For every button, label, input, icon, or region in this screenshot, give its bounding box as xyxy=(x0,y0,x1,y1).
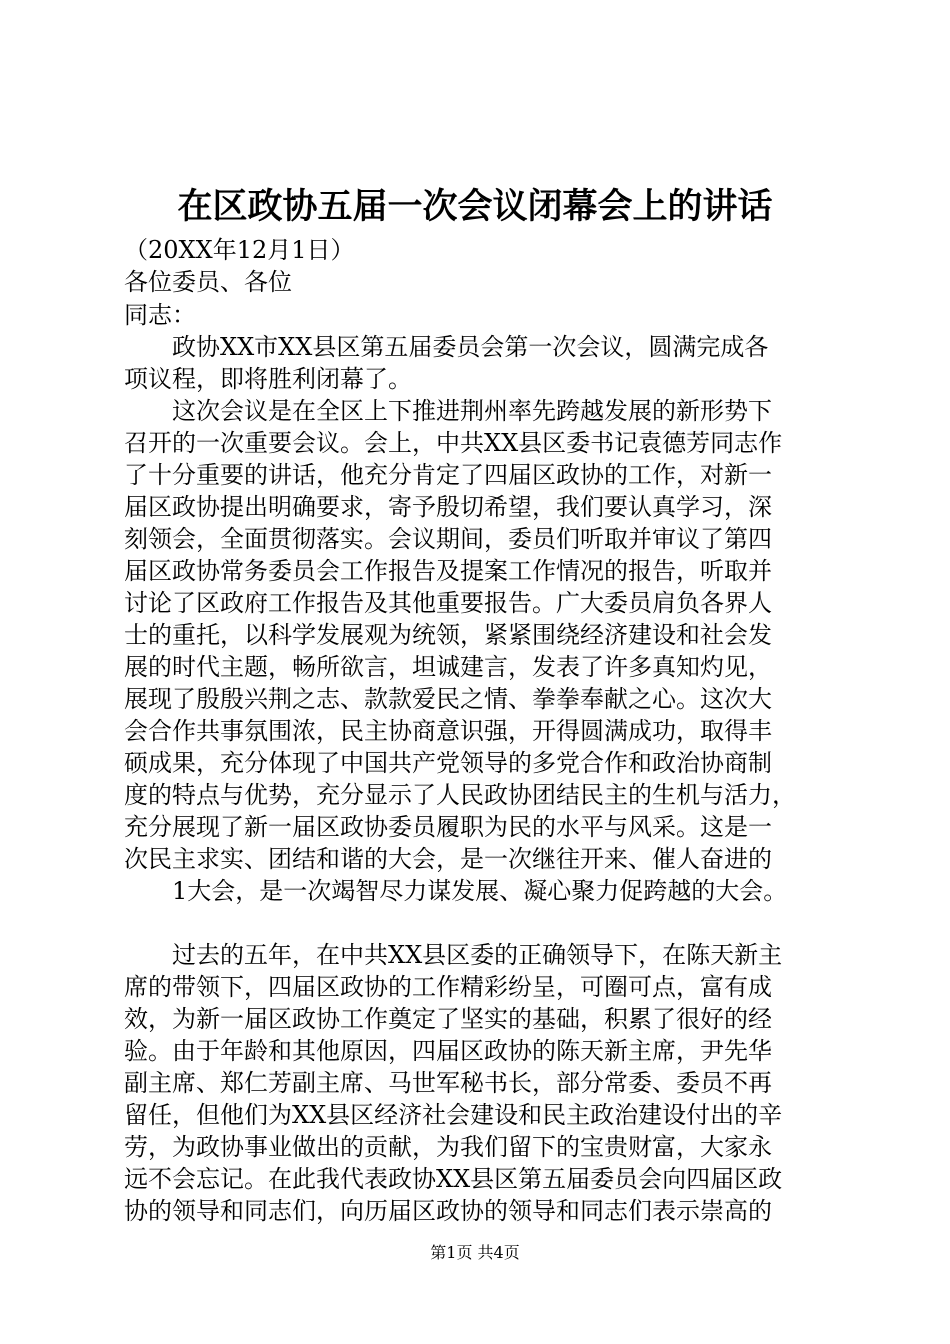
body-line: 召开的一次重要会议。会上，中共XX县区委书记袁德芳同志作 xyxy=(124,429,783,457)
body-line: 项议程，即将胜利闭幕了。 xyxy=(124,365,412,393)
body-line: 席的带领下，四届区政协的工作精彩纷呈，可圈可点，富有成 xyxy=(124,973,772,1001)
body-line: 展现了殷殷兴荆之志、款款爱民之情、拳拳奉献之心。这次大 xyxy=(124,685,772,713)
body-line: 次民主求实、团结和谐的大会，是一次继往开来、催人奋进的 xyxy=(124,845,772,873)
body-line: 刻领会，全面贯彻落实。会议期间，委员们听取并审议了第四 xyxy=(124,525,772,553)
body-line: 士的重托，以科学发展观为统领，紧紧围绕经济建设和社会发 xyxy=(124,621,772,649)
salutation-line: 同志： xyxy=(124,301,196,329)
body-line: 验。由于年龄和其他原因，四届区政协的陈天新主席，尹先华 xyxy=(124,1037,772,1065)
body-line: 了十分重要的讲话，他充分肯定了四届区政协的工作，对新一 xyxy=(124,461,772,489)
body-line: 充分展现了新一届区政协委员履职为民的水平与风采。这是一 xyxy=(124,813,772,841)
body-line: 远不会忘记。在此我代表政协XX县区第五届委员会向四届区政 xyxy=(124,1165,783,1193)
body-line: 会合作共事氛围浓，民主协商意识强，开得圆满成功，取得丰 xyxy=(124,717,772,745)
body-line: 度的特点与优势，充分显示了人民政协团结民主的生机与活力， xyxy=(124,781,796,809)
document-date: （20XX年12月1日） xyxy=(124,236,355,264)
body-line: 过去的五年，在中共XX县区委的正确领导下，在陈天新主 xyxy=(124,941,783,969)
document-title: 在区政协五届一次会议闭幕会上的讲话 xyxy=(177,186,773,227)
body-line: 届区政协提出明确要求，寄予殷切希望，我们要认真学习，深 xyxy=(124,493,772,521)
body-line: 这次会议是在全区上下推进荆州率先跨越发展的新形势下 xyxy=(124,397,772,425)
body-line: 讨论了区政府工作报告及其他重要报告。广大委员肩负各界人 xyxy=(124,589,772,617)
body-line: 1大会，是一次竭智尽力谋发展、凝心聚力促跨越的大会。 xyxy=(124,877,788,905)
body-line: 劳，为政协事业做出的贡献，为我们留下的宝贵财富，大家永 xyxy=(124,1133,772,1161)
body-line: 留任，但他们为XX县区经济社会建设和民主政治建设付出的辛 xyxy=(124,1101,783,1129)
page-number-footer: 第1页 共4页 xyxy=(430,1243,520,1262)
body-line: 届区政协常务委员会工作报告及提案工作情况的报告，听取并 xyxy=(124,557,772,585)
body-line: 展的时代主题，畅所欲言，坦诚建言，发表了许多真知灼见， xyxy=(124,653,772,681)
salutation-line: 各位委员、各位 xyxy=(124,268,292,296)
body-line: 硕成果，充分体现了中国共产党领导的多党合作和政治协商制 xyxy=(124,749,772,777)
body-line: 副主席、郑仁芳副主席、马世军秘书长，部分常委、委员不再 xyxy=(124,1069,772,1097)
body-line: 政协XX市XX县区第五届委员会第一次会议，圆满完成各 xyxy=(124,333,769,361)
body-line: 效，为新一届区政协工作奠定了坚实的基础，积累了很好的经 xyxy=(124,1005,772,1033)
body-line: 协的领导和同志们，向历届区政协的领导和同志们表示崇高的 xyxy=(124,1197,772,1225)
